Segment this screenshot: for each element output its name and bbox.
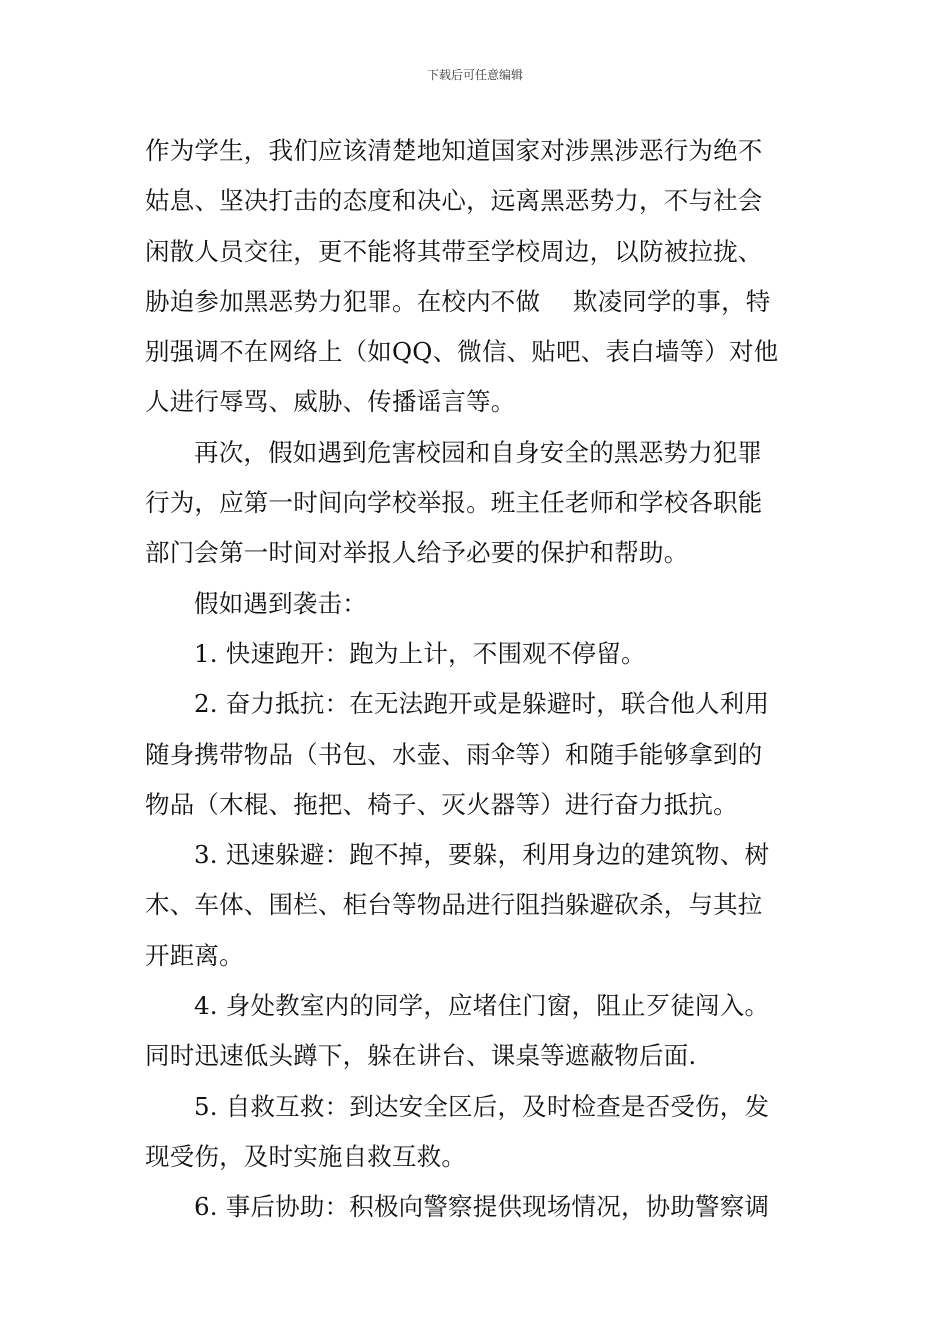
text-line: 假如遇到袭击：	[194, 588, 367, 618]
text-line: 5. 自救互救：到达安全区后，及时检查是否受伤，发	[194, 1091, 770, 1121]
text-line: 木、车体、围栏、柜台等物品进行阻挡躲避砍杀，与其拉	[145, 890, 763, 920]
text-line: 2. 奋力抵抗：在无法跑开或是躲避时，联合他人利用	[194, 689, 770, 719]
text-line: 姑息、坚决打击的态度和决心，远离黑恶势力，不与社会	[145, 186, 763, 216]
paragraph	[145, 1182, 810, 1232]
text-line: 行为，应第一时间向学校举报。班主任老师和学校各职能	[145, 488, 763, 518]
paragraph	[145, 981, 810, 1082]
text-line: 物品（木棍、拖把、椅子、灭火器等）进行奋力抵抗。	[145, 789, 738, 819]
paragraph	[145, 830, 810, 981]
paragraph	[145, 679, 810, 830]
paragraph	[145, 428, 810, 579]
text-line: 同时迅速低头蹲下，躲在讲台、课桌等遮蔽物后面.	[145, 1041, 697, 1071]
text-line: 4. 身处教室内的同学，应堵住门窗，阻止歹徒闯入。	[194, 991, 770, 1021]
page-header: 下载后可任意编辑	[426, 68, 523, 82]
text-line: 胁迫参加黑恶势力犯罪。在校内不做 欺凌同学的事，特	[145, 286, 771, 316]
text-line: 再次，假如遇到危害校园和自身安全的黑恶势力犯罪	[194, 437, 763, 467]
document-body	[145, 126, 810, 1233]
text-line: 作为学生，我们应该清楚地知道国家对涉黑涉恶行为绝不	[145, 136, 763, 165]
text-line: 闲散人员交往，更不能将其带至学校周边，以防被拉拢、	[145, 236, 763, 266]
paragraph	[145, 579, 810, 629]
text-line: 现受伤，及时实施自救互救。	[145, 1141, 467, 1171]
text-line: 6. 事后协助：积极向警察提供现场情况，协助警察调	[194, 1192, 770, 1222]
text-line: 随身携带物品（书包、水壶、雨伞等）和随手能够拿到的	[145, 739, 763, 769]
text-line: 开距离。	[145, 940, 244, 970]
text-line: 人进行辱骂、威胁、传播谣言等。	[145, 387, 516, 417]
paragraph	[145, 1082, 810, 1183]
text-line: 别强调不在网络上（如QQ、微信、贴吧、表白墙等）对他	[145, 337, 779, 367]
text-line: 部门会第一时间对举报人给予必要的保护和帮助。	[145, 538, 689, 568]
paragraph	[145, 629, 810, 679]
text-line: 1. 快速跑开：跑为上计，不围观不停留。	[194, 638, 646, 668]
paragraph	[145, 126, 810, 428]
text-line: 3. 迅速躲避：跑不掉，要躲，利用身边的建筑物、树	[194, 840, 770, 870]
